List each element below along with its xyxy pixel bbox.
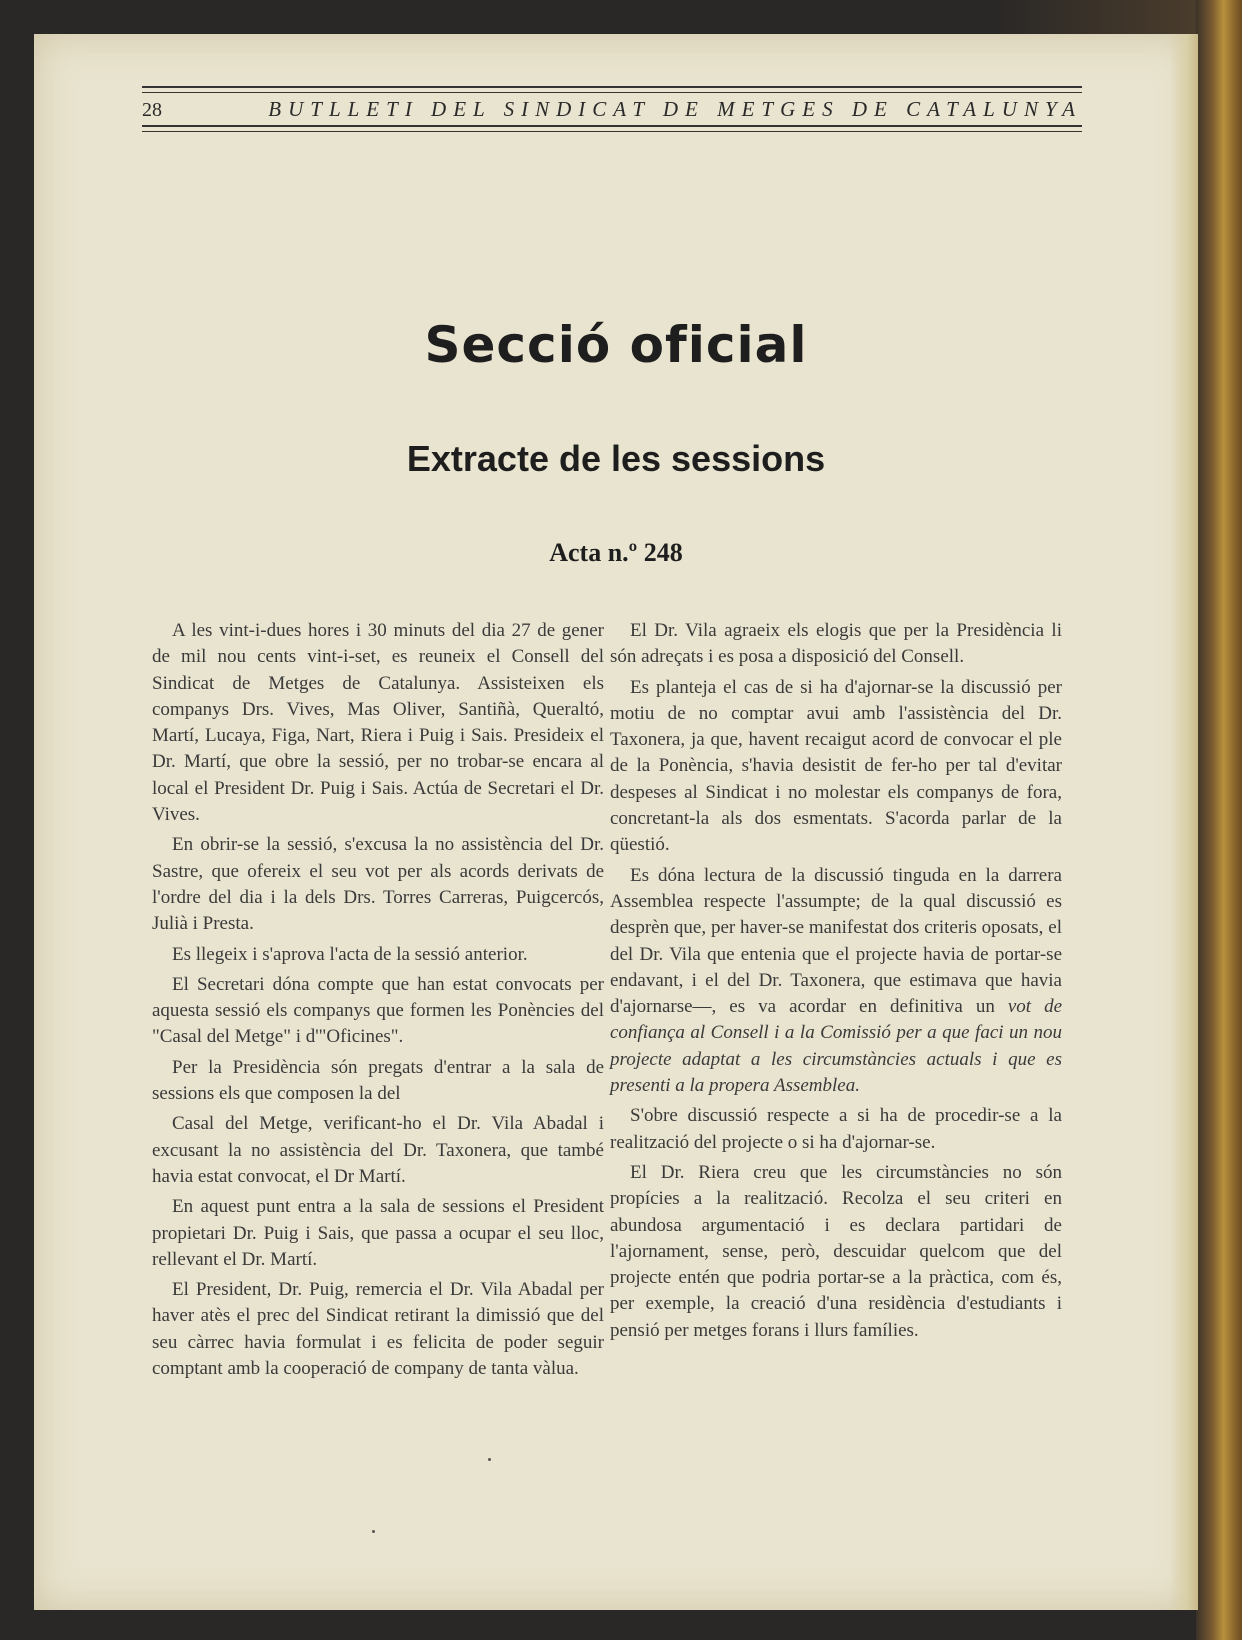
acta-heading: Acta n.º 248 bbox=[549, 538, 683, 567]
right-column bbox=[610, 618, 1062, 1348]
page-number: 28 bbox=[142, 99, 162, 121]
paragraph: S'obre discussió respecte a si ha de procedir-se a la realització del projecte o si ha d'ajornar-se. bbox=[610, 1105, 1062, 1153]
ink-speck bbox=[488, 1458, 491, 1461]
section-title: Secció oficial bbox=[424, 316, 808, 374]
book-spine-edge bbox=[1196, 0, 1242, 1640]
italic-resolution: vot de confiança al Consell i a la Comissió per a que faci un nou projecte adaptat a les circumstàncies actuals i que es presenti a la propera Assemblea. bbox=[610, 996, 1062, 1097]
paragraph: Es llegeix i s'aprova l'acta de la sessió anterior. bbox=[172, 943, 528, 965]
left-column bbox=[152, 618, 604, 1386]
paragraph: El Secretari dóna compte que han estat convocats per aquesta sessió els companys que formen les Ponències del "Casal del Metge" i d'"Oficines". bbox=[152, 973, 604, 1048]
paragraph: Per la Presidència són pregats d'entrar a la sala de sessions els que composen la del bbox=[152, 1056, 604, 1105]
paragraph: El Dr. Vila agraeix els elogis que per la Presidència li són adreçats i es posa a disposició del Consell. bbox=[610, 620, 1062, 668]
paragraph-text: Es dóna lectura de la discussió tinguda en la darrera Assemblea respecte l'assumpte; de la qual discussió es desprèn que, per haver-se manifestat dos criteris oposats, el del Dr. Vila que entenia que el projecte havia de portar-se endavant, i el del Dr. Taxonera, que estimava que havia d'ajornarse—, es va acordar en definitiva un bbox=[610, 864, 1062, 1018]
header-rule-top bbox=[142, 86, 1082, 88]
page-curl-shadow bbox=[1170, 34, 1198, 1610]
paragraph: El President, Dr. Puig, remercia el Dr. Vila Abadal per haver atès el prec del Sindicat retirant la dimissió que del seu càrrec havia formulat i es felicita de poder seguir comptant amb la cooperació de company de tanta vàlua. bbox=[152, 1279, 604, 1380]
paragraph bbox=[610, 863, 1062, 1100]
header-rule-bottom-thin bbox=[142, 131, 1082, 132]
document-page bbox=[34, 34, 1198, 1610]
paragraph: A les vint-i-dues hores i 30 minuts del dia 27 de gener de mil nou cents vint-i-set, es reuneix el Consell del Sindicat de Metges de Catalunya. Assisteixen els companys Drs. Vives, Mas Oliver, Santiñà, Queraltó, Martí, Lucaya, Figa, Nart, Riera i Puig i Sais. Presideix el Dr. Martí, que obre la sessió, per no trobar-se encara al local el President Dr. Puig i Sais. Actúa de Secretari el Dr. Vives. bbox=[152, 620, 604, 826]
paragraph: Es planteja el cas de si ha d'ajornar-se la discussió per motiu de no comptar avui amb l'assistència del Dr. Taxonera, ja que, havent recaigut acord de convocar el ple de la Ponència, s'havia desistit de fer-ho per tal d'evitar despeses al Sindicat i no molestar els companys de fora, concretant-la als dos esmentats. S'acorda parlar de la qüestió. bbox=[610, 676, 1062, 856]
scan-background bbox=[996, 0, 1196, 36]
paragraph: En obrir-se la sessió, s'excusa la no assistència del Dr. Sastre, que ofereix el seu vot per als acords derivats de l'ordre del dia i la dels Drs. Torres Carreras, Puigcercós, Julià i Presta. bbox=[152, 834, 604, 935]
journal-title: BUTLLETI DEL SINDICAT DE METGES DE CATALUNYA bbox=[268, 97, 1082, 121]
ink-speck bbox=[372, 1530, 375, 1533]
subtitle: Extracte de les sessions bbox=[406, 438, 826, 479]
paragraph: Casal del Metge, verificant-ho el Dr. Vila Abadal i excusant la no assistència del Dr. Taxonera, que també havia estat convocat, el Dr Martí. bbox=[152, 1113, 604, 1187]
header-rule-bottom bbox=[142, 125, 1082, 127]
running-header bbox=[142, 86, 1082, 132]
paragraph: En aquest punt entra a la sala de sessions el President propietari Dr. Puig i Sais, que passa a ocupar el seu lloc, rellevant el Dr. Martí. bbox=[152, 1196, 604, 1270]
paragraph: El Dr. Riera creu que les circumstàncies no són propícies a la realització. Recolza el seu criteri en abundosa argumentació i es declara partidari de l'ajornament, sense, però, descuidar quelcom que del projecte entén que podria portar-se a la pràctica, com és, per exemple, la creació d'una residència d'estudiants i pensió per metges forans i llurs famílies. bbox=[610, 1161, 1062, 1341]
